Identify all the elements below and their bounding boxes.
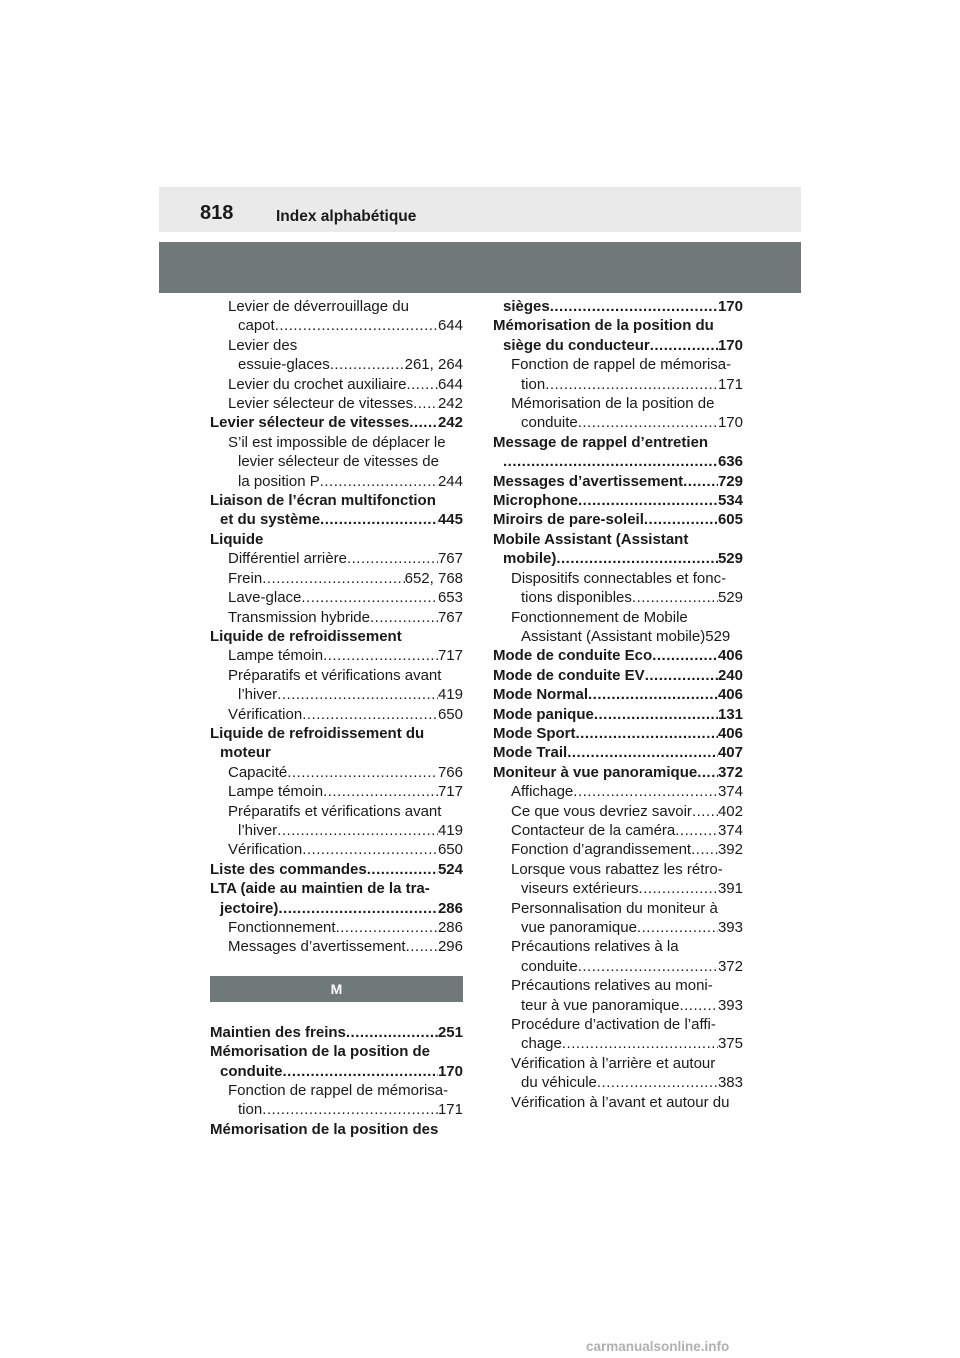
index-subentry (210, 666, 463, 705)
dot-leader (691, 840, 718, 859)
entry-label: Miroirs de pare-soleil (493, 511, 644, 529)
index-entry (493, 472, 743, 491)
entry-label: Différentiel arrière (228, 550, 347, 568)
dot-leader (330, 355, 405, 374)
index-entries-left (210, 297, 463, 957)
dot-leader (301, 588, 438, 607)
entry-label: sièges (503, 298, 550, 315)
dot-leader (287, 763, 438, 782)
entry-label: Lampe témoin (228, 783, 324, 801)
index-entry (493, 316, 743, 355)
index-column-right (493, 297, 743, 1112)
entry-label: jectoire) (220, 899, 279, 917)
entry-label: Lorsque vous rabattez les rétro- (511, 860, 723, 878)
dot-leader (597, 1073, 718, 1092)
page-reference: 372 (717, 957, 743, 975)
dot-leader (277, 685, 438, 704)
entry-label: conduite (220, 1062, 283, 1080)
entry-label: siège du conducteur (503, 336, 650, 354)
entry-label: Affichage (511, 783, 574, 801)
index-entry (493, 685, 743, 704)
entry-label: Dispositifs connectables et fonc- (511, 569, 727, 587)
dot-leader (346, 1023, 438, 1042)
index-subentry (493, 821, 743, 840)
index-subentry (210, 375, 463, 394)
page-reference: 650 (437, 841, 463, 859)
index-subentry (210, 937, 463, 956)
entry-label: Mémorisation de la position de (210, 1043, 431, 1061)
entry-label: Fonction de rappel de mémorisa- (511, 356, 732, 374)
index-subentry (493, 782, 743, 801)
index-entry (210, 413, 463, 432)
entry-label: Liaison de l’écran multifonction (210, 492, 436, 510)
index-subentry (493, 976, 743, 1015)
dot-leader (413, 394, 438, 413)
dot-leader (283, 1062, 438, 1081)
page-reference: 374 (717, 783, 743, 801)
page-reference: 244 (437, 472, 463, 490)
index-entry (493, 433, 743, 472)
page-reference: 296 (437, 938, 463, 956)
index-entry (210, 627, 463, 646)
dot-leader (573, 782, 718, 801)
dot-leader (503, 452, 718, 471)
page-reference: 251 (437, 1023, 463, 1041)
entry-label: levier sélecteur de vitesses de (238, 453, 439, 471)
page-reference: 406 (717, 686, 743, 704)
header-bar (159, 187, 801, 232)
dot-leader (336, 918, 438, 937)
dot-leader (637, 918, 718, 937)
index-subentry (210, 802, 463, 841)
entry-label: Fonctionnement (228, 919, 336, 936)
entry-label: Mode de conduite Eco (493, 647, 653, 665)
index-entries-right (493, 297, 743, 1112)
page-reference: 261, 264 (404, 356, 463, 374)
index-subentry (210, 840, 463, 859)
dot-leader (632, 588, 718, 607)
entry-label: Levier du crochet auxiliaire (228, 375, 407, 393)
page-reference: 534 (717, 492, 743, 510)
entry-label: Levier sélecteur de vitesses (228, 395, 414, 413)
page-reference: 524 (437, 860, 463, 878)
dot-leader (567, 743, 718, 762)
page-reference: 393 (717, 996, 743, 1014)
dot-leader (594, 705, 718, 724)
entry-label: Vérification (228, 841, 303, 859)
entry-label: capot (238, 317, 275, 335)
page-reference: 383 (717, 1074, 743, 1092)
dot-leader (320, 472, 438, 491)
entry-label: la position P (238, 472, 320, 490)
dot-leader (679, 996, 718, 1015)
index-entry (493, 705, 743, 724)
entry-label: Mode Normal (493, 686, 589, 704)
entry-label: tions disponibles (521, 589, 632, 607)
dot-leader (550, 297, 718, 316)
dot-leader (323, 646, 438, 665)
page-reference: 766 (437, 763, 463, 781)
entry-label: Levier de déverrouillage du (228, 298, 409, 315)
page-reference: 729 (717, 472, 743, 490)
page-reference: 605 (717, 511, 743, 529)
index-subentry (210, 646, 463, 665)
page-reference: 644 (437, 317, 463, 335)
index-subentry (493, 355, 743, 394)
index-subentry (493, 840, 743, 859)
dot-leader (588, 685, 718, 704)
page-reference: 372 (717, 763, 743, 781)
page-reference: 242 (437, 414, 463, 432)
dot-leader (302, 705, 438, 724)
entry-label: Liste des commandes (210, 860, 367, 878)
index-subentry (210, 394, 463, 413)
dot-leader (645, 666, 718, 685)
index-entry (493, 530, 743, 569)
dot-leader (323, 782, 438, 801)
entry-label: Mémorisation de la position des (210, 1120, 439, 1138)
dot-leader (652, 646, 718, 665)
page-reference: 406 (717, 724, 743, 742)
index-subentry (493, 1093, 743, 1112)
index-subentry (493, 1054, 743, 1093)
page-reference: 407 (717, 744, 743, 762)
entry-label: Mode de conduite EV (493, 666, 645, 684)
dot-leader (650, 336, 718, 355)
index-subentry (493, 1015, 743, 1054)
dot-leader (347, 549, 438, 568)
page-reference: 529 (717, 550, 743, 568)
index-subentry (210, 336, 463, 375)
page-reference: 767 (437, 550, 463, 568)
index-entry (210, 1023, 463, 1042)
entry-label: conduite (521, 957, 578, 975)
dot-leader (406, 937, 438, 956)
entry-label: Fonctionnement de Mobile (511, 608, 688, 626)
entry-label: Vérification à l’avant et autour du (511, 1093, 730, 1111)
entry-label: Liquide de refroidissement (210, 627, 402, 645)
entry-label: Précautions relatives à la (511, 938, 679, 956)
entry-label: Messages d’avertissement (228, 938, 406, 956)
index-subentry (210, 433, 463, 491)
page-reference: 406 (717, 647, 743, 665)
entry-label: Liquide de refroidissement du (210, 724, 425, 742)
index-subentry (210, 705, 463, 724)
dot-leader (683, 472, 718, 491)
page-reference: 375 (717, 1035, 743, 1053)
watermark: carmanualsonline.info (586, 1339, 730, 1354)
index-entry (210, 530, 463, 549)
index-entries-left-m (210, 1023, 463, 1139)
entry-label: Maintien des freins (210, 1023, 346, 1041)
page-reference: 652, 768 (404, 569, 463, 587)
dot-leader (578, 957, 718, 976)
index-subentry (493, 569, 743, 608)
entry-label: tion (521, 375, 546, 393)
entry-label: mobile) (503, 550, 557, 568)
entry-label: Vérification (228, 705, 303, 723)
page-reference: 419 (437, 686, 463, 704)
entry-label: Préparatifs et vérifications avant (228, 666, 442, 684)
dot-leader (576, 724, 718, 743)
entry-label: Ce que vous devriez savoir (511, 802, 692, 820)
index-subentry (210, 297, 463, 336)
dot-leader (262, 569, 404, 588)
index-entry (493, 666, 743, 685)
page-reference: 374 (717, 821, 743, 839)
index-subentry (210, 782, 463, 801)
entry-label: essuie-glaces (238, 356, 330, 374)
page-reference: 242 (437, 395, 463, 413)
entry-label: vue panoramique (521, 919, 637, 936)
entry-label: moteur (220, 744, 271, 762)
entry-label: Fonction d’agrandissement (511, 841, 692, 859)
header-band (159, 242, 801, 293)
entry-label: Liquide (210, 530, 264, 548)
index-column-left (210, 297, 463, 1139)
entry-label: Mode Sport (493, 724, 576, 742)
page-reference: 717 (437, 783, 463, 801)
page-reference: 402 (717, 802, 743, 820)
page-reference: 392 (717, 841, 743, 859)
index-entry (210, 1042, 463, 1081)
entry-label: l’hiver (238, 821, 278, 839)
entry-label: Levier sélecteur de vitesses (210, 414, 410, 432)
index-subentry (210, 608, 463, 627)
dot-leader (644, 510, 718, 529)
entry-label: l’hiver (238, 686, 278, 704)
dot-leader (697, 763, 718, 782)
page-number: 818 (200, 202, 234, 224)
page-reference: 717 (437, 647, 463, 665)
index-subentry (210, 569, 463, 588)
page-reference: 767 (437, 608, 463, 626)
dot-leader (692, 802, 718, 821)
index-subentry (210, 1081, 463, 1120)
entry-label: du véhicule (521, 1074, 597, 1092)
index-entry (493, 646, 743, 665)
entry-label: Fonction de rappel de mémorisa- (228, 1082, 449, 1100)
entry-label: teur à vue panoramique (521, 996, 680, 1014)
index-subentry (493, 860, 743, 899)
page-reference: 636 (717, 453, 743, 471)
page-reference: 653 (437, 589, 463, 607)
entry-label: Mode panique (493, 705, 594, 723)
entry-label: Procédure d’activation de l’affi- (511, 1016, 716, 1034)
entry-label: tion (238, 1101, 263, 1119)
entry-label: Moniteur à vue panoramique (493, 763, 698, 781)
index-entry (493, 763, 743, 782)
dot-leader (578, 413, 718, 432)
dot-leader (556, 549, 718, 568)
entry-label: Vérification à l’arrière et autour (511, 1054, 716, 1072)
dot-leader (639, 879, 718, 898)
page-reference: 391 (717, 880, 743, 898)
dot-leader (262, 1100, 438, 1119)
index-subentry (210, 763, 463, 782)
index-subentry (493, 608, 743, 647)
entry-label: et du système (220, 511, 321, 529)
index-subentry (210, 549, 463, 568)
page-reference: 240 (717, 666, 743, 684)
entry-label: Mobile Assistant (Assistant (493, 530, 689, 548)
entry-label: Message de rappel d’entretien (493, 433, 709, 451)
dot-leader (578, 491, 718, 510)
index-entry (493, 510, 743, 529)
entry-label: chage (521, 1035, 562, 1053)
page-reference: 286 (437, 899, 463, 917)
entry-label: Lampe témoin (228, 647, 324, 665)
entry-label: Préparatifs et vérifications avant (228, 802, 442, 820)
entry-label: Personnalisation du moniteur à (511, 899, 718, 917)
index-entry (493, 297, 743, 316)
entry-label: viseurs extérieurs (521, 880, 639, 898)
entry-label: Lave-glace (228, 589, 302, 607)
page-reference: 529 (717, 589, 743, 607)
entry-label: Mémorisation de la position de (511, 395, 715, 413)
entry-label: Mémorisation de la position du (493, 317, 714, 335)
page-reference: 171 (437, 1101, 463, 1119)
entry-label: LTA (aide au maintien de la tra- (210, 880, 430, 898)
page-reference: 131 (717, 705, 743, 723)
dot-leader (277, 821, 438, 840)
index-entry (210, 860, 463, 879)
page-reference: 170 (717, 336, 743, 354)
index-entry (493, 724, 743, 743)
index-subentry (493, 899, 743, 938)
index-entry (210, 724, 463, 763)
entry-label: Microphone (493, 492, 578, 510)
index-subentry (210, 918, 463, 937)
dot-leader (545, 375, 718, 394)
entry-label: Levier des (228, 336, 298, 354)
index-subentry (210, 588, 463, 607)
entry-label: Assistant (Assistant mobile)529 (521, 627, 731, 645)
dot-leader (409, 413, 438, 432)
dot-leader (275, 316, 438, 335)
page-reference: 445 (437, 511, 463, 529)
entry-label: Frein (228, 569, 263, 587)
page-reference: 650 (437, 705, 463, 723)
index-entry (493, 491, 743, 510)
entry-label: conduite (521, 414, 578, 432)
dot-leader (278, 899, 438, 918)
entry-label: Transmission hybride (228, 608, 370, 626)
index-entry (493, 743, 743, 762)
index-subentry (493, 937, 743, 976)
page-reference: 170 (437, 1062, 463, 1080)
index-subentry (493, 394, 743, 433)
dot-leader (320, 510, 438, 529)
section-letter-heading: M (210, 976, 463, 1002)
page-reference: 286 (437, 919, 463, 936)
dot-leader (302, 840, 438, 859)
dot-leader (675, 821, 718, 840)
dot-leader (562, 1034, 718, 1053)
page-title: Index alphabétique (276, 208, 417, 225)
dot-leader (370, 608, 438, 627)
entry-label: Mode Trail (493, 744, 568, 762)
index-entry (210, 491, 463, 530)
entry-label: Contacteur de la caméra (511, 821, 676, 839)
entry-label: Capacité (228, 763, 288, 781)
page-reference: 171 (717, 375, 743, 393)
dot-leader (367, 860, 438, 879)
entry-label: S’il est impossible de déplacer le (228, 433, 446, 451)
page-reference: 170 (717, 414, 743, 432)
index-entry (210, 879, 463, 918)
index-subentry (493, 802, 743, 821)
entry-label: Précautions relatives au moni- (511, 977, 713, 995)
page-reference: 393 (717, 919, 743, 936)
page-reference: 419 (437, 821, 463, 839)
entry-label: Messages d’avertissement (493, 472, 684, 490)
dot-leader (406, 375, 438, 394)
page-reference: 644 (437, 375, 463, 393)
index-entry (210, 1120, 463, 1139)
page-reference: 170 (717, 298, 743, 315)
